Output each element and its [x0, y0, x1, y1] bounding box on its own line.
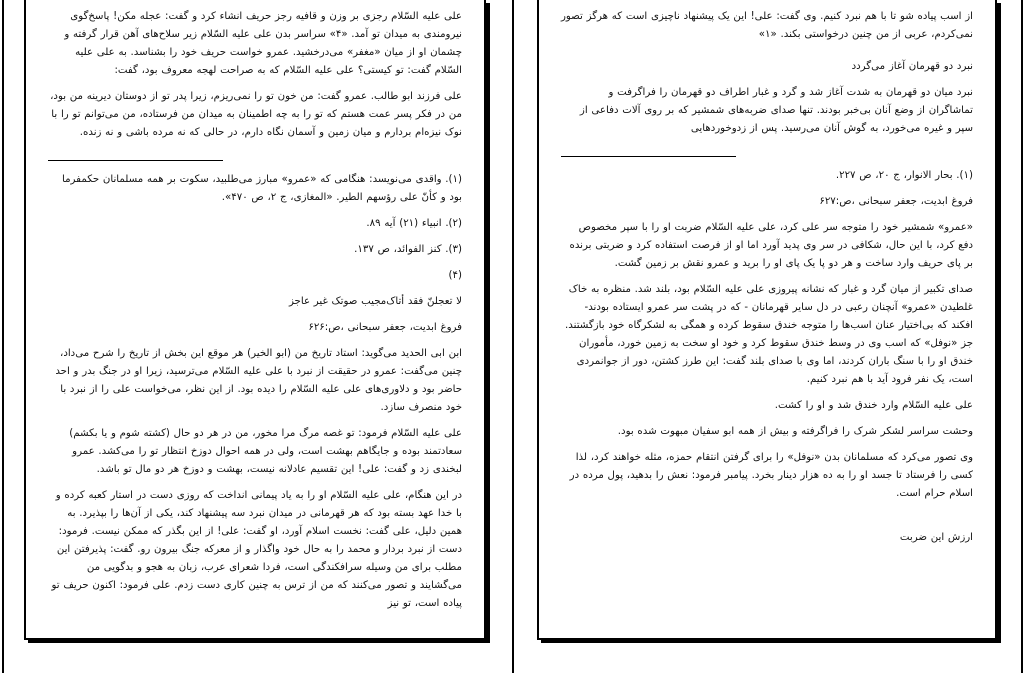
left-footnote-4: (۴) — [448, 270, 462, 281]
left-footnote-1: (۱). واقدی می‌نویسد: هنگامی که «عمرو» مبارز می‌طلبید، سکوت بر همه مسلمانان حکمفرما بود و کأنّ علی رؤسهم الطیر. «المغازی، ج ۲، ص ۴۷۰». — [61, 174, 462, 203]
viewer-frame-left — [2, 0, 4, 673]
left-paragraph-3: ابن ابی الحدید می‌گوید: استاد تاریخ من (ابو الخیر) هر موقع این بخش از تاریخ را شرح می‌داد، چنین می‌گفت: عمرو در حقیقت از نبرد با علی علیه السّلام می‌ترسید، زیرا او در جنگ بدر و احد حاضر بود و دلاوری‌های علی علیه السّلام را دیده بود. از این نظر، می‌خواست علی را از نبرد با خود منصرف سازد. — [55, 348, 462, 413]
left-page-source: فروغ ابدیت، جعفر سبحانی ،ص:۶۲۶ — [308, 322, 462, 333]
left-paragraph-4: علی علیه السّلام فرمود: تو غصه مرگ مرا مخور، من در هر دو حال (کشته شوم و یا بکشم) سعادتمند بوده و جایگاهم بهشت است، ولی در همه احوال دوزخ انتظار تو را می‌کشد. عمرو لبخندی زد و گفت: علی! این تقسیم عادلانه نیست، بهشت و دوزخ هر دو مال تو باشد. — [69, 428, 462, 475]
footnote-divider — [48, 160, 223, 161]
left-page — [24, 0, 486, 640]
footnote-divider — [561, 156, 736, 157]
right-page-content — [539, 8, 995, 638]
left-footnote-3: (۳). کنز الفوائد، ص ۱۳۷. — [354, 244, 462, 255]
right-paragraph-6: وحشت سراسر لشکر شرک را فراگرفته و بیش از همه ابو سفیان مبهوت شده بود. — [617, 426, 973, 437]
right-paragraph-5: علی علیه السّلام وارد خندق شد و او را کشت. — [774, 400, 973, 411]
right-footnote-1: (۱). بحار الانوار، ج ۲۰، ص ۲۲۷. — [835, 170, 973, 181]
right-page-source: فروغ ابدیت، جعفر سبحانی ،ص:۶۲۷ — [819, 196, 973, 207]
left-footnote-2: (۲). انبیاء (۲۱) آیه ۸۹. — [366, 218, 462, 229]
left-paragraph-2: علی فرزند ابو طالب. عمرو گفت: من خون تو را نمی‌ریزم، زیرا پدر تو از دوستان دیرینه من بود، من در فکر پسر عمت هستم که تو را به چه اطمینان به میدان من فرستاده، من می‌توانم تو را با نوک نیزه‌ام بردارم و میان زمین و آسمان نگاه دارم، در حالی که نه مرده باشی و نه زنده. — [50, 91, 462, 138]
right-paragraph-1: از اسب پیاده شو تا با هم نبرد کنیم. وی گفت: علی! این یک پیشنهاد ناچیزی است که هرگز تصور نمی‌کردم، عربی از من چنین درخواستی بکند. «۱» — [561, 11, 973, 40]
viewer-frame-right — [1021, 0, 1023, 673]
left-paragraph-1: علی علیه السّلام رجزی بر وزن و قافیه رجز حریف انشاء کرد و گفت: عجله مکن! پاسخ‌گوی نیرومندی به میدان تو آمد. «۴» سراسر بدن علی علیه السّلام زیر سلاح‌های آهن قرار گرفته و چشمان او از میان «مغفر» می‌درخشید. عمرو خواست حریف خود را بشناسد. به علی علیه السّلام گفت: تو کیستی؟ علی علیه السّلام که به صراحت لهجه معروف بود، گفت: — [64, 11, 462, 76]
right-paragraph-2: نبرد میان دو قهرمان به شدت آغاز شد و گرد و غبار اطراف دو قهرمان را فراگرفت و تماشاگران از وضع آنان بی‌خبر بودند. تنها صدای ضربه‌های شمشیر که بر روی آلات دفاعی از سپر و غیره می‌خورد، به گوش آنان می‌رسید. پس از زدوخوردهایی — [579, 87, 973, 134]
bottom-heading: ارزش این ضربت — [899, 532, 973, 543]
left-paragraph-5: در این هنگام، علی علیه السّلام او را به یاد پیمانی انداخت که روزی دست در استار کعبه کرده و با خدا عهد بسته بود که هر قهرمانی در میدان نبرد سه پیشنهاد کند، یکی از آن‌ها را بپذیرد. به همین دلیل، علی گفت: نخست اسلام آورد، او گفت: علی! از این بگذر که ممکن نیست. فرمود: دست از نبرد بردار و محمد را به حال خود واگذار و از معرکه جنگ بیرون رو. گفت: پذیرفتن این مطلب برای من وسیله سرافکندگی است، فردا شعرای عرب، زبان به هجو و بدگویی من می‌گشایند و تصور می‌کنند که من از ترس به چنین کاری دست زدم. علی فرمود: اکنون حریف تو پیاده است، تو نیز — [51, 490, 462, 609]
left-page-content — [26, 8, 484, 638]
viewer-frame-divider — [512, 0, 514, 673]
right-paragraph-3: «عمرو» شمشیر خود را متوجه سر علی کرد، علی علیه السّلام ضربت او را با سپر مخصوص دفع کرد، با این حال، شکافی در سر وی پدید آورد اما او از فرصت استفاده کرد و ضربتی برنده بر پای حریف وارد ساخت و هر دو پا یک پای او را برید و عمرو نقش بر زمین گشت. — [569, 222, 973, 269]
section-heading: نبرد دو قهرمان آغاز می‌گردد — [851, 61, 973, 72]
right-paragraph-4: صدای تکبیر از میان گرد و غبار که نشانه پیروزی علی علیه السّلام بود، بلند شد. منظره به خاک غلطیدن «عمرو» آنچنان رعبی در دل سایر قهرمانان - که در پشت سر عمرو ایستاده بودند- افکند که بی‌اختیار عنان اسب‌ها را متوجه خندق سقوط کرده و همگی به لشکرگاه خود بازگشتند. جز «نوفل» که اسب وی در وسط خندق سقوط کرد و خود او سخت به زمین خورد، مأموران خندق او را با سنگ باران کردند، اما وی با صدای بلند گفت: این طرز کشتن، دور از جوانمردی است، یک نفر فرود آید با هم نبرد کنیم. — [565, 284, 973, 385]
right-page — [537, 0, 997, 640]
right-paragraph-7: وی تصور می‌کرد که مسلمانان بدن «نوفل» را برای گرفتن انتقام حمزه، مثله خواهند کرد، لذا کسی را فرستاد تا جسد او را به ده هزار دینار بخرد. پیامبر فرمود: نعش را بدهید، پول مرده در اسلام حرام است. — [569, 452, 973, 499]
left-poem-line: لا تعجلنّ فقد أتاک‌مجیب صوتک غیر عاجز — [288, 296, 462, 307]
